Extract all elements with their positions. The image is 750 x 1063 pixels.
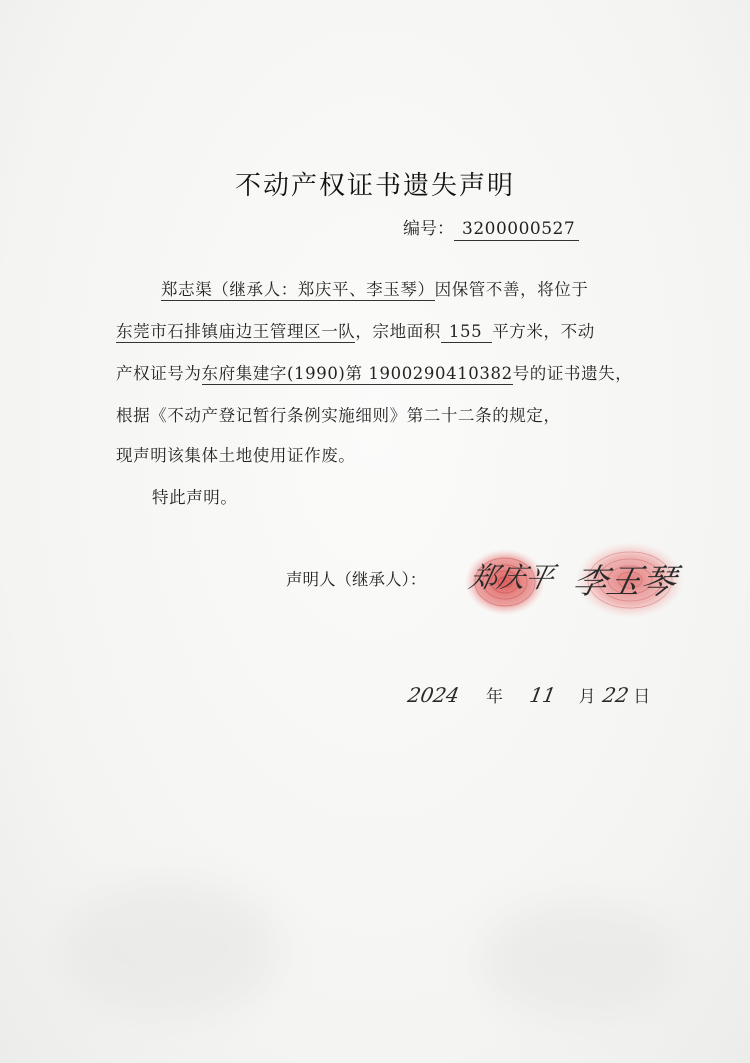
- body-text: ，宗地面积: [355, 322, 441, 341]
- date-day: 22: [600, 683, 631, 707]
- declaration-date: [405, 682, 651, 707]
- signature-1: 郑庆平: [466, 561, 558, 594]
- body-text: 因保管不善，将位于: [434, 280, 589, 299]
- date-month-char: 月: [578, 687, 596, 707]
- body-line-5: 现声明该集体土地使用证作废。: [116, 446, 356, 465]
- signer-label: 声明人（继承人）：: [286, 570, 427, 589]
- deceased-and-heirs: 郑志渠（继承人：郑庆平、李玉琴）: [161, 280, 435, 299]
- serial-value: 3200000527: [454, 219, 579, 241]
- body-line-6: 特此声明。: [152, 488, 238, 507]
- date-year-char: 年: [486, 687, 503, 707]
- property-location: 东莞市石排镇庙边王管理区一队: [116, 322, 356, 341]
- serial-label: 编号：: [403, 219, 454, 239]
- land-area: 155: [441, 322, 492, 343]
- date-day-char: 日: [633, 687, 651, 707]
- body-line-4: 根据《不动产登记暂行条例实施细则》第二十二条的规定，: [116, 406, 561, 425]
- certificate-number: 东府集建字(1990)第 1900290410382: [201, 364, 513, 383]
- body-text: 产权证号为: [116, 364, 202, 383]
- document-title: 不动产权证书遗失声明: [234, 171, 515, 201]
- signature-2: 李玉琴: [569, 562, 680, 602]
- date-month: 11: [527, 683, 558, 707]
- date-year: 2024: [405, 683, 462, 707]
- body-text: 平方米，不动: [492, 322, 595, 341]
- body-text: 号的证书遗失，: [512, 364, 633, 383]
